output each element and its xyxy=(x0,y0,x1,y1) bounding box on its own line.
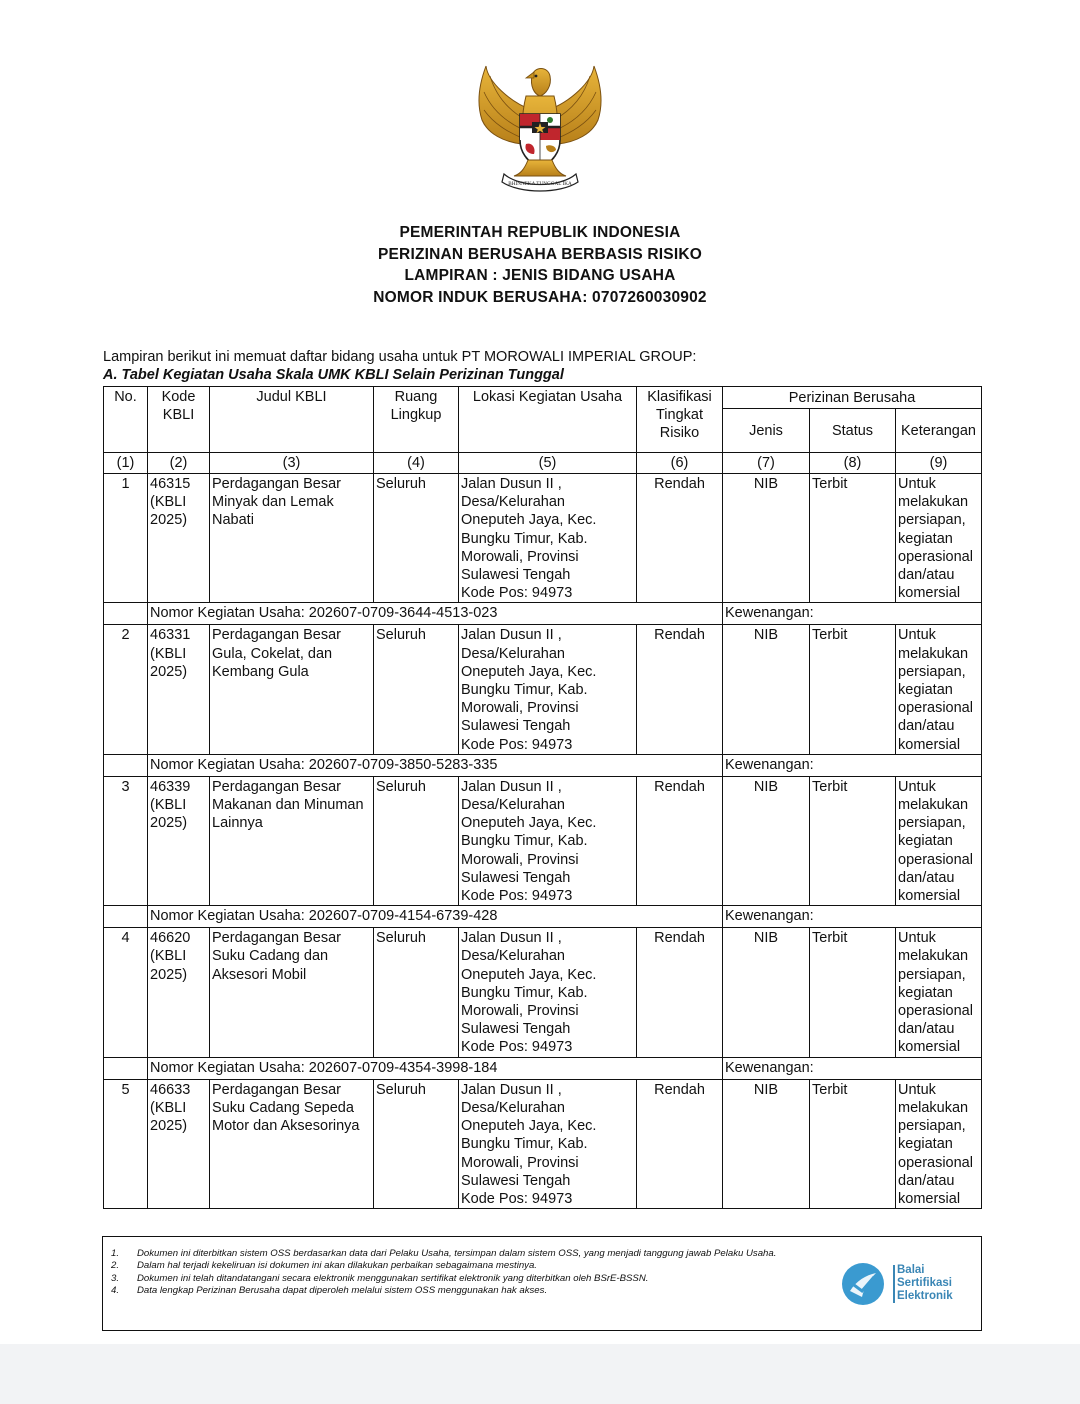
row-kewenangan: Kewenangan: xyxy=(723,603,982,625)
row-kode-kbli: 46339 (KBLI 2025) xyxy=(148,776,210,905)
row-kode-kbli: 46620 (KBLI 2025) xyxy=(148,928,210,1057)
row-judul-kbli: Perdagangan Besar Minyak dan Lemak Nabati xyxy=(210,474,374,603)
header-line-1: PEMERINTAH REPUBLIK INDONESIA xyxy=(399,224,681,241)
footer-note xyxy=(111,1260,841,1272)
row-gap xyxy=(104,906,148,928)
header-status: Status xyxy=(810,409,896,453)
footer-note-text: Data lengkap Perizinan Berusaha dapat diperoleh melalui sistem OSS menggunakan hak akses. xyxy=(137,1285,548,1297)
row-gap xyxy=(104,754,148,776)
row-jenis: NIB xyxy=(723,776,810,905)
table-row xyxy=(104,625,982,754)
row-risiko: Rendah xyxy=(637,1079,723,1208)
row-risiko: Rendah xyxy=(637,928,723,1057)
header-kode-kbli: Kode KBLI xyxy=(148,387,210,453)
row-kode-kbli: 46633 (KBLI 2025) xyxy=(148,1079,210,1208)
footer-note-text: Dalam hal terjadi kekeliruan isi dokumen ini akan dilakukan perbaikan sebagaimana mestinya. xyxy=(137,1260,537,1272)
column-number: (6) xyxy=(637,453,723,474)
footer-note-number: 3. xyxy=(111,1272,120,1284)
row-nomor-kegiatan: Nomor Kegiatan Usaha: 202607-0709-3850-5283-335 xyxy=(148,754,723,776)
row-jenis: NIB xyxy=(723,625,810,754)
header-klasifikasi-risiko: Klasifikasi Tingkat Risiko xyxy=(637,387,723,453)
intro-text: Lampiran berikut ini memuat daftar bidang usaha untuk PT MOROWALI IMPERIAL GROUP: xyxy=(103,349,697,365)
table-subrow xyxy=(104,1057,982,1079)
bsre-divider xyxy=(893,1265,895,1303)
column-number-row xyxy=(104,453,982,474)
column-number: (5) xyxy=(459,453,637,474)
column-number: (8) xyxy=(810,453,896,474)
row-nomor-kegiatan: Nomor Kegiatan Usaha: 202607-0709-4154-6739-428 xyxy=(148,906,723,928)
header-perizinan-berusaha: Perizinan Berusaha xyxy=(723,387,982,409)
row-lokasi: Jalan Dusun II , Desa/Kelurahan Oneputeh Jaya, Kec. Bungku Timur, Kab. Morowali, Provinsi Sulawesi Tengah Kode Pos: 94973 xyxy=(459,776,637,905)
footer-notes xyxy=(111,1248,841,1298)
business-activity-table xyxy=(103,386,982,1209)
document-header xyxy=(0,222,1080,308)
row-judul-kbli: Perdagangan Besar Makanan dan Minuman Lainnya xyxy=(210,776,374,905)
row-lokasi: Jalan Dusun II , Desa/Kelurahan Oneputeh Jaya, Kec. Bungku Timur, Kab. Morowali, Provinsi Sulawesi Tengah Kode Pos: 94973 xyxy=(459,1079,637,1208)
section-title: A. Tabel Kegiatan Usaha Skala UMK KBLI Selain Perizinan Tunggal xyxy=(103,367,564,383)
row-jenis: NIB xyxy=(723,928,810,1057)
column-number: (7) xyxy=(723,453,810,474)
garuda-emblem-icon xyxy=(470,62,610,194)
table-row xyxy=(104,474,982,603)
header-line-4: NOMOR INDUK BERUSAHA: 0707260030902 xyxy=(373,288,707,306)
table-row xyxy=(104,776,982,905)
row-lokasi: Jalan Dusun II , Desa/Kelurahan Oneputeh Jaya, Kec. Bungku Timur, Kab. Morowali, Provinsi Sulawesi Tengah Kode Pos: 94973 xyxy=(459,474,637,603)
row-risiko: Rendah xyxy=(637,625,723,754)
row-no: 4 xyxy=(104,928,148,1057)
header-jenis: Jenis xyxy=(723,409,810,453)
footer-note-number: 1. xyxy=(111,1248,120,1259)
row-keterangan: Untuk melakukan persiapan, kegiatan operasional dan/atau komersial xyxy=(896,625,982,754)
page-bottom-strip xyxy=(0,1344,1080,1404)
table-subrow xyxy=(104,754,982,776)
row-risiko: Rendah xyxy=(637,776,723,905)
row-lokasi: Jalan Dusun II , Desa/Kelurahan Oneputeh Jaya, Kec. Bungku Timur, Kab. Morowali, Provinsi Sulawesi Tengah Kode Pos: 94973 xyxy=(459,928,637,1057)
footer-note-number: 4. xyxy=(111,1285,120,1297)
row-ruang-lingkup: Seluruh xyxy=(374,928,459,1057)
row-lokasi: Jalan Dusun II , Desa/Kelurahan Oneputeh Jaya, Kec. Bungku Timur, Kab. Morowali, Provinsi Sulawesi Tengah Kode Pos: 94973 xyxy=(459,625,637,754)
row-jenis: NIB xyxy=(723,1079,810,1208)
row-nomor-kegiatan: Nomor Kegiatan Usaha: 202607-0709-4354-3998-184 xyxy=(148,1057,723,1079)
footer-note xyxy=(111,1285,841,1297)
row-no: 3 xyxy=(104,776,148,905)
header-judul-kbli: Judul KBLI xyxy=(210,387,374,453)
row-nomor-kegiatan: Nomor Kegiatan Usaha: 202607-0709-3644-4513-023 xyxy=(148,603,723,625)
row-ruang-lingkup: Seluruh xyxy=(374,1079,459,1208)
header-line-2: PERIZINAN BERUSAHA BERBASIS RISIKO xyxy=(377,245,702,263)
row-risiko: Rendah xyxy=(637,474,723,603)
row-keterangan: Untuk melakukan persiapan, kegiatan operasional dan/atau komersial xyxy=(896,474,982,603)
column-number: (3) xyxy=(210,453,374,474)
footer-note-number: 2. xyxy=(111,1260,120,1272)
footer-note xyxy=(111,1273,841,1285)
row-judul-kbli: Perdagangan Besar Gula, Cokelat, dan Kembang Gula xyxy=(210,625,374,754)
row-jenis: NIB xyxy=(723,474,810,603)
row-status: Terbit xyxy=(810,928,896,1057)
row-kewenangan: Kewenangan: xyxy=(723,1057,982,1079)
row-no: 5 xyxy=(104,1079,148,1208)
header-line-3: LAMPIRAN : JENIS BIDANG USAHA xyxy=(404,267,676,284)
row-judul-kbli: Perdagangan Besar Suku Cadang Sepeda Motor dan Aksesorinya xyxy=(210,1079,374,1208)
row-ruang-lingkup: Seluruh xyxy=(374,474,459,603)
header-ruang-lingkup: Ruang Lingkup xyxy=(374,387,459,453)
row-status: Terbit xyxy=(810,776,896,905)
bsre-icon xyxy=(840,1261,886,1307)
row-keterangan: Untuk melakukan persiapan, kegiatan operasional dan/atau komersial xyxy=(896,776,982,905)
footer-note-text: Dokumen ini telah ditandatangani secara elektronik menggunakan sertifikat elektronik yang diterbitkan oleh BSrE-BSSN. xyxy=(137,1272,649,1284)
table-row xyxy=(104,928,982,1057)
header-keterangan: Keterangan xyxy=(896,409,982,453)
row-kewenangan: Kewenangan: xyxy=(723,906,982,928)
footer-notes-box xyxy=(102,1236,982,1331)
bsre-text: Balai Sertifikasi Elektronik xyxy=(897,1264,953,1302)
footer-note-text: Dokumen ini diterbitkan sistem OSS berdasarkan data dari Pelaku Usaha, tersimpan dalam sistem OSS, yang menjadi tanggung jawab Pelaku Usaha. xyxy=(137,1248,777,1259)
column-number: (1) xyxy=(104,453,148,474)
header-no: No. xyxy=(104,387,148,453)
row-status: Terbit xyxy=(810,474,896,603)
bsre-logo xyxy=(840,1257,980,1313)
row-ruang-lingkup: Seluruh xyxy=(374,625,459,754)
column-number: (9) xyxy=(896,453,982,474)
table-subrow xyxy=(104,603,982,625)
header-lokasi: Lokasi Kegiatan Usaha xyxy=(459,387,637,453)
column-number: (4) xyxy=(374,453,459,474)
row-gap xyxy=(104,603,148,625)
table-row xyxy=(104,1079,982,1208)
footer-note xyxy=(111,1248,841,1260)
row-status: Terbit xyxy=(810,1079,896,1208)
table-subrow xyxy=(104,906,982,928)
row-ruang-lingkup: Seluruh xyxy=(374,776,459,905)
row-kewenangan: Kewenangan: xyxy=(723,754,982,776)
motto-text: BHINNEKA TUNGGAL IKA xyxy=(508,181,572,187)
row-no: 1 xyxy=(104,474,148,603)
row-kode-kbli: 46331 (KBLI 2025) xyxy=(148,625,210,754)
row-status: Terbit xyxy=(810,625,896,754)
row-keterangan: Untuk melakukan persiapan, kegiatan operasional dan/atau komersial xyxy=(896,928,982,1057)
row-judul-kbli: Perdagangan Besar Suku Cadang dan Aksesori Mobil xyxy=(210,928,374,1057)
row-gap xyxy=(104,1057,148,1079)
row-keterangan: Untuk melakukan persiapan, kegiatan operasional dan/atau komersial xyxy=(896,1079,982,1208)
column-number: (2) xyxy=(148,453,210,474)
row-no: 2 xyxy=(104,625,148,754)
row-kode-kbli: 46315 (KBLI 2025) xyxy=(148,474,210,603)
